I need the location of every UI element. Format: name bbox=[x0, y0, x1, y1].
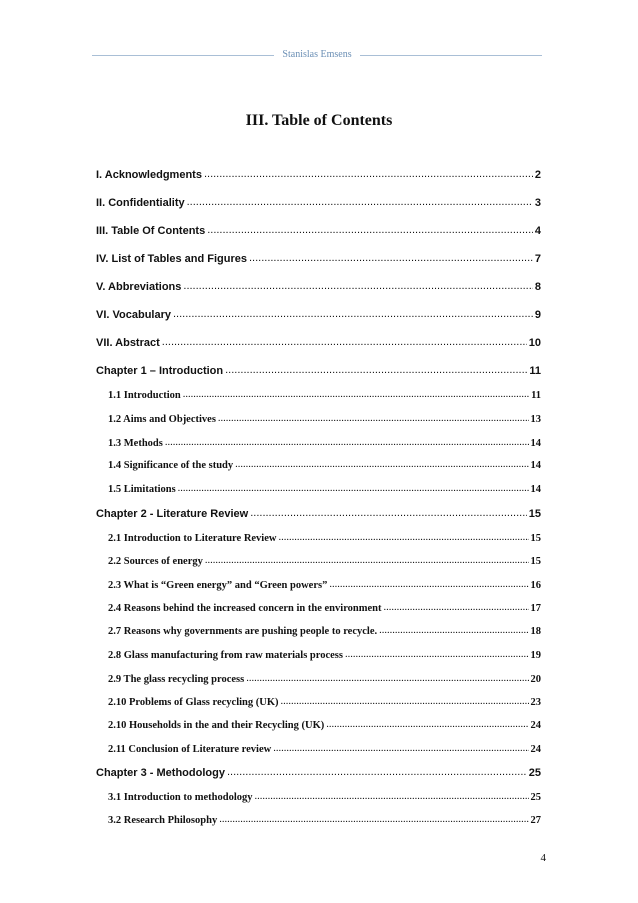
toc-entry-label: 1.4 Significance of the study bbox=[108, 460, 234, 471]
toc-entry-page: 25 bbox=[528, 767, 541, 779]
toc-entry-label: V. Abbreviations bbox=[96, 281, 182, 293]
toc-entry[interactable] bbox=[96, 766, 541, 784]
toc-entry[interactable] bbox=[108, 672, 541, 690]
toc-entry-page: 13 bbox=[530, 414, 541, 425]
toc-dot-leader bbox=[379, 624, 528, 634]
toc-dot-leader bbox=[326, 718, 528, 728]
toc-entry-page: 4 bbox=[534, 225, 541, 237]
toc-entry[interactable] bbox=[108, 412, 541, 430]
toc-entry[interactable] bbox=[96, 336, 541, 354]
toc-dot-leader bbox=[329, 578, 528, 588]
toc-dot-leader bbox=[254, 790, 528, 800]
toc-entry-label: 2.10 Households in the and their Recycling (UK) bbox=[108, 720, 325, 731]
header-rule-right bbox=[360, 55, 542, 56]
toc-entry[interactable] bbox=[108, 388, 541, 406]
toc-entry[interactable] bbox=[108, 578, 541, 596]
toc-entry[interactable] bbox=[96, 280, 541, 298]
toc-dot-leader bbox=[249, 252, 533, 262]
toc-entry-label: 2.2 Sources of energy bbox=[108, 556, 203, 567]
toc-entry[interactable] bbox=[96, 308, 541, 326]
toc-entry-page: 15 bbox=[530, 556, 541, 567]
toc-dot-leader bbox=[187, 196, 533, 206]
toc-entry-label: III. Table Of Contents bbox=[96, 225, 206, 237]
toc-entry[interactable] bbox=[108, 482, 541, 500]
toc-entry-label: 1.1 Introduction bbox=[108, 390, 181, 401]
toc-entry-label: IV. List of Tables and Figures bbox=[96, 253, 247, 265]
toc-entry[interactable] bbox=[96, 364, 541, 382]
toc-entry[interactable] bbox=[108, 601, 541, 619]
toc-dot-leader bbox=[384, 601, 529, 611]
toc-dot-leader bbox=[218, 412, 529, 422]
toc-dot-leader bbox=[205, 554, 529, 564]
page-number: 4 bbox=[540, 852, 546, 864]
toc-entry-label: 3.2 Research Philosophy bbox=[108, 815, 218, 826]
toc-entry-label: 1.5 Limitations bbox=[108, 484, 176, 495]
toc-entry-label: 2.3 What is “Green energy” and “Green powers” bbox=[108, 580, 328, 591]
toc-entry[interactable] bbox=[96, 168, 541, 186]
toc-dot-leader bbox=[235, 458, 528, 468]
toc-dot-leader bbox=[246, 672, 528, 682]
toc-entry-page: 27 bbox=[530, 815, 541, 826]
toc-entry-page: 11 bbox=[529, 365, 541, 377]
toc-dot-leader bbox=[207, 224, 533, 234]
toc-entry-label: 2.10 Problems of Glass recycling (UK) bbox=[108, 697, 279, 708]
toc-entry-page: 16 bbox=[530, 580, 541, 591]
toc-dot-leader bbox=[178, 482, 529, 492]
toc-entry-label: II. Confidentiality bbox=[96, 197, 185, 209]
toc-entry[interactable] bbox=[96, 507, 541, 525]
toc-entry-label: Chapter 1 – Introduction bbox=[96, 365, 224, 377]
toc-entry-label: Chapter 3 - Methodology bbox=[96, 767, 225, 779]
toc-entry-page: 8 bbox=[534, 281, 541, 293]
toc-dot-leader bbox=[219, 813, 528, 823]
toc-entry[interactable] bbox=[96, 224, 541, 242]
toc-entry-page: 24 bbox=[530, 720, 541, 731]
toc-dot-leader bbox=[204, 168, 533, 178]
toc-entry[interactable] bbox=[108, 554, 541, 572]
header-rule-left bbox=[92, 55, 274, 56]
toc-dot-leader bbox=[227, 766, 527, 776]
toc-entry-page: 15 bbox=[530, 533, 541, 544]
toc-entry[interactable] bbox=[96, 196, 541, 214]
toc-dot-leader bbox=[225, 364, 527, 374]
toc-dot-leader bbox=[165, 436, 529, 446]
toc-entry-page: 9 bbox=[534, 309, 541, 321]
toc-entry-page: 10 bbox=[528, 337, 541, 349]
toc-entry-page: 24 bbox=[530, 744, 541, 755]
toc-entry-label: 2.9 The glass recycling process bbox=[108, 674, 245, 685]
toc-entry[interactable] bbox=[108, 436, 541, 454]
toc-entry-label: VI. Vocabulary bbox=[96, 309, 171, 321]
toc-dot-leader bbox=[281, 695, 529, 705]
toc-entry-page: 18 bbox=[530, 626, 541, 637]
toc-entry-label: 2.8 Glass manufacturing from raw materials process bbox=[108, 650, 343, 661]
toc-entry-page: 14 bbox=[530, 438, 541, 449]
toc-entry-label: 2.1 Introduction to Literature Review bbox=[108, 533, 277, 544]
toc-entry-label: 1.2 Aims and Objectives bbox=[108, 414, 216, 425]
toc-entry[interactable] bbox=[108, 813, 541, 831]
toc-entry-label: 2.7 Reasons why governments are pushing people to recycle. bbox=[108, 626, 378, 637]
toc-dot-leader bbox=[173, 308, 533, 318]
toc-dot-leader bbox=[345, 648, 529, 658]
toc-entry-page: 20 bbox=[530, 674, 541, 685]
toc-entry-page: 11 bbox=[531, 390, 541, 401]
toc-entry[interactable] bbox=[108, 624, 541, 642]
toc-entry-page: 25 bbox=[530, 792, 541, 803]
toc-entry-label: VII. Abstract bbox=[96, 337, 160, 349]
toc-entry[interactable] bbox=[108, 790, 541, 808]
toc-entry-label: 2.11 Conclusion of Literature review bbox=[108, 744, 272, 755]
toc-entry-page: 14 bbox=[530, 484, 541, 495]
toc-entry[interactable] bbox=[108, 458, 541, 476]
toc-entry-label: I. Acknowledgments bbox=[96, 169, 202, 181]
toc-entry-label: 1.3 Methods bbox=[108, 438, 163, 449]
page-title: III. Table of Contents bbox=[245, 112, 393, 129]
toc-dot-leader bbox=[278, 531, 528, 541]
toc-entry-page: 17 bbox=[530, 603, 541, 614]
toc-dot-leader bbox=[162, 336, 527, 346]
toc-entry[interactable] bbox=[108, 531, 541, 549]
toc-dot-leader bbox=[250, 507, 527, 517]
toc-entry-page: 23 bbox=[530, 697, 541, 708]
toc-entry-page: 14 bbox=[530, 460, 541, 471]
toc-dot-leader bbox=[183, 388, 529, 398]
toc-entry[interactable] bbox=[96, 252, 541, 270]
toc-entry-label: 2.4 Reasons behind the increased concern in the environment bbox=[108, 603, 382, 614]
header-author: Stanislas Emsens bbox=[282, 49, 352, 60]
toc-dot-leader bbox=[273, 742, 528, 752]
toc-entry[interactable] bbox=[108, 742, 541, 760]
running-header bbox=[92, 47, 542, 63]
toc-entry-label: 3.1 Introduction to methodology bbox=[108, 792, 253, 803]
toc-entry[interactable] bbox=[108, 695, 541, 713]
toc-entry-label: Chapter 2 - Literature Review bbox=[96, 508, 249, 520]
toc-dot-leader bbox=[183, 280, 532, 290]
toc-entry-page: 7 bbox=[534, 253, 541, 265]
toc-entry-page: 19 bbox=[530, 650, 541, 661]
toc-entry-page: 3 bbox=[534, 197, 541, 209]
toc-entry[interactable] bbox=[108, 648, 541, 666]
toc-entry[interactable] bbox=[108, 718, 541, 736]
toc-entry-page: 2 bbox=[534, 169, 541, 181]
toc-entry-page: 15 bbox=[528, 508, 541, 520]
